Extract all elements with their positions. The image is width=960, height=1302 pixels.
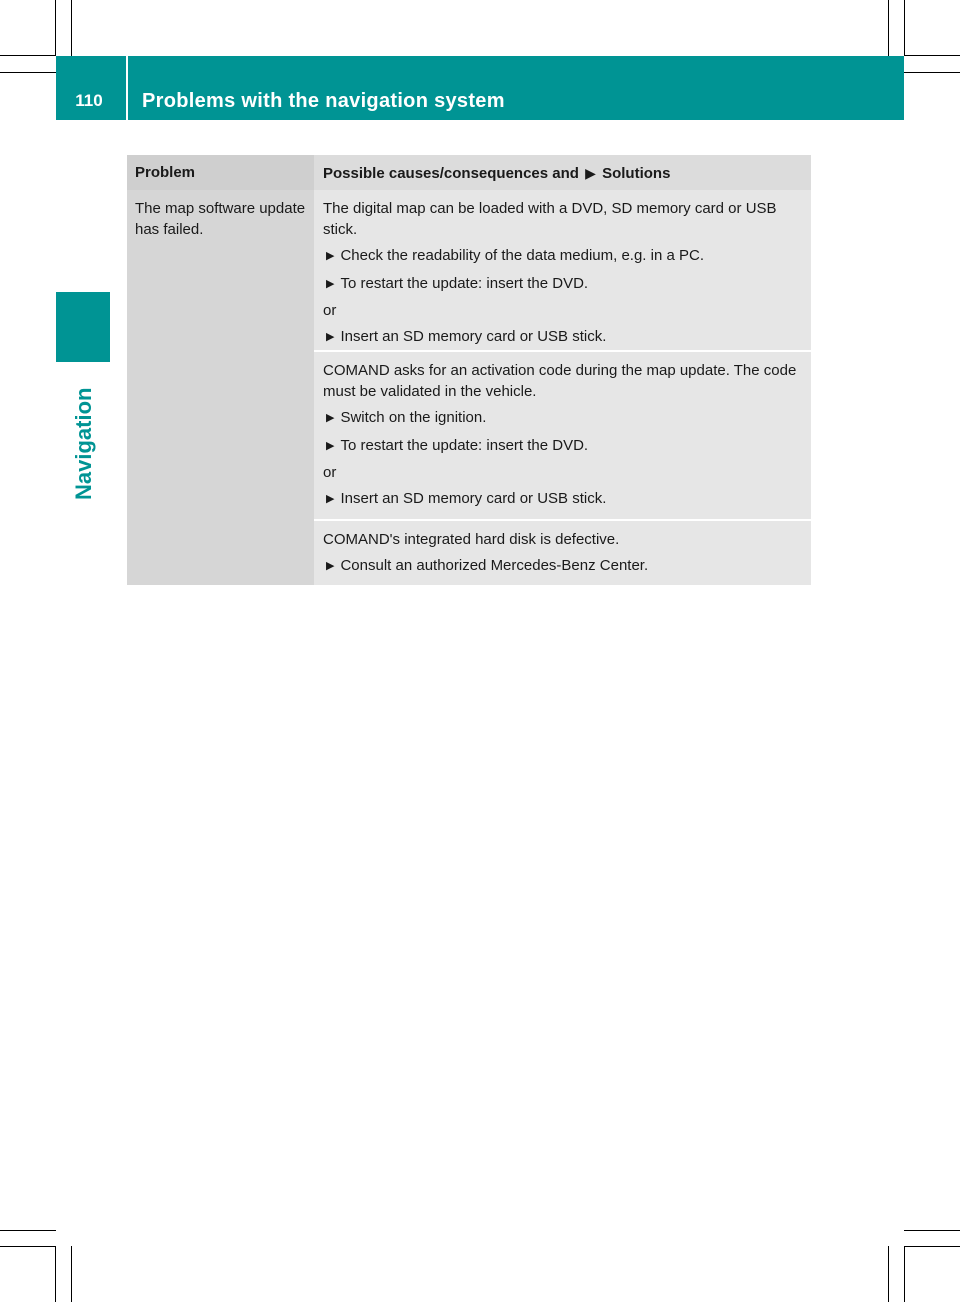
solution-header — [323, 163, 670, 184]
solution-cause: COMAND's integrated hard disk is defective. — [323, 531, 620, 548]
arrow-icon: ▶ — [326, 331, 335, 343]
solution-step — [323, 273, 803, 296]
solution-header-cell — [314, 155, 811, 190]
crop-mark — [55, 0, 56, 56]
side-tab — [56, 292, 110, 362]
solution-cause: COMAND asks for an activation code during the map update. The code must be validated in the vehicle. — [323, 362, 797, 400]
solution-step — [323, 245, 803, 268]
crop-mark — [0, 1246, 56, 1247]
crop-mark — [888, 1246, 889, 1302]
solution-step — [323, 435, 803, 458]
arrow-icon: ▶ — [326, 412, 335, 424]
or-text: or — [323, 464, 337, 481]
solution-block — [314, 352, 811, 520]
solution-step — [323, 326, 803, 349]
solution-header-prefix: Possible causes/consequences and — [323, 165, 579, 182]
crop-mark — [904, 72, 960, 73]
solution-step — [323, 407, 803, 430]
solution-step — [323, 488, 803, 511]
arrow-icon: ▶ — [326, 440, 335, 452]
crop-mark — [0, 72, 56, 73]
step-text: Insert an SD memory card or USB stick. — [340, 490, 607, 507]
crop-mark — [904, 0, 905, 56]
crop-mark — [904, 1230, 960, 1231]
or-text: or — [323, 302, 337, 319]
arrow-icon: ▶ — [326, 250, 335, 262]
step-text: To restart the update: insert the DVD. — [340, 275, 589, 292]
step-text: Switch on the ignition. — [340, 409, 487, 426]
arrow-icon: ▶ — [585, 165, 596, 181]
crop-mark — [904, 1246, 960, 1247]
crop-mark — [888, 0, 889, 56]
arrow-icon: ▶ — [326, 278, 335, 290]
step-text: To restart the update: insert the DVD. — [340, 437, 589, 454]
problem-header: Problem — [135, 164, 196, 181]
crop-mark — [71, 0, 72, 56]
crop-mark — [0, 1230, 56, 1231]
step-text: Check the readability of the data medium, e.g. in a PC. — [340, 247, 704, 264]
crop-mark — [71, 1246, 72, 1302]
problem-solution-table — [127, 155, 811, 585]
step-text: Consult an authorized Mercedes-Benz Center. — [340, 557, 649, 574]
step-text: Insert an SD memory card or USB stick. — [340, 328, 607, 345]
problem-header-cell — [127, 155, 314, 190]
crop-mark — [55, 1246, 56, 1302]
section-title: Problems with the navigation system — [142, 90, 505, 112]
side-tab-label: Navigation — [71, 387, 96, 500]
solution-header-suffix: Solutions — [602, 165, 671, 182]
header-divider — [126, 56, 128, 120]
page-number: 110 — [75, 91, 103, 110]
crop-mark — [904, 1246, 905, 1302]
crop-mark — [904, 55, 960, 56]
crop-mark — [0, 55, 56, 56]
solution-cause: The digital map can be loaded with a DVD, SD memory card or USB stick. — [323, 200, 777, 238]
arrow-icon: ▶ — [326, 560, 335, 572]
problem-text: The map software update has failed. — [135, 200, 306, 238]
solution-block — [314, 521, 811, 585]
arrow-icon: ▶ — [326, 493, 335, 505]
solution-step — [323, 555, 803, 578]
